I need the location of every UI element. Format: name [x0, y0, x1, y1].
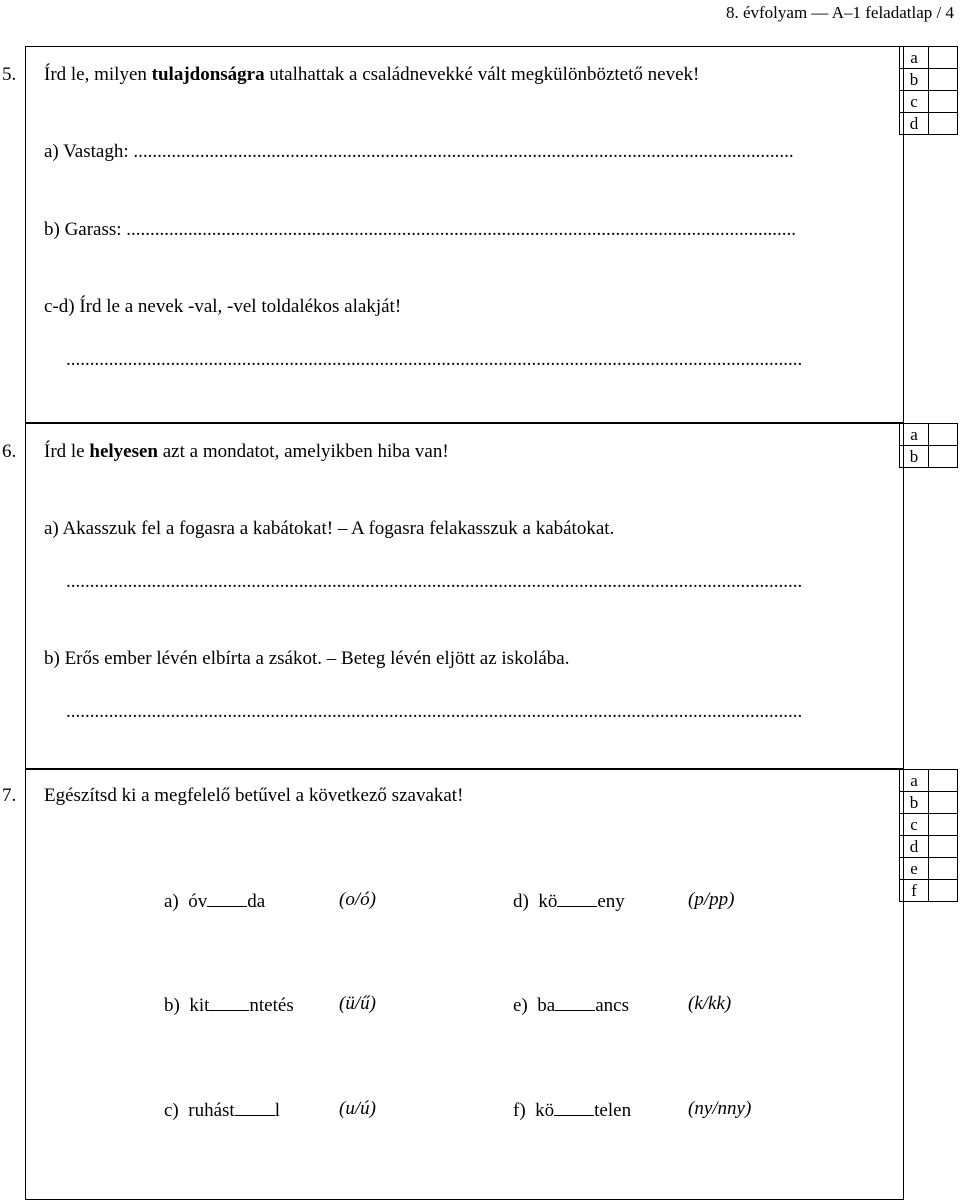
fill-in-blank[interactable]	[555, 994, 595, 1011]
item-label: b)	[164, 995, 180, 1016]
grid-label: d	[900, 113, 929, 135]
question-7-prompt: Egészítsd ki a megfelelő betűvel a következő szavakat!	[44, 785, 464, 806]
item-prefix: kö	[535, 1100, 555, 1121]
q7-item-a	[164, 890, 265, 911]
question-6-prompt	[44, 442, 449, 461]
item-label: a)	[164, 891, 179, 912]
q5-text-before: Írd le, milyen	[44, 64, 152, 85]
grid-label: a	[900, 47, 929, 69]
item-label: e)	[513, 995, 528, 1016]
fill-in-blank[interactable]	[557, 890, 597, 907]
score-cell[interactable]	[929, 424, 958, 446]
q7-item-c	[164, 1099, 280, 1120]
item-label: d)	[513, 891, 529, 912]
q5-text-after: utalhattak a családnevekké vált megkülönböztető nevek!	[264, 64, 700, 85]
item-suffix: telen	[594, 1100, 632, 1121]
item-label: f)	[513, 1100, 526, 1121]
item-suffix: eny	[597, 891, 625, 912]
item-label: c)	[164, 1100, 179, 1121]
item-suffix: ancs	[595, 995, 629, 1016]
question-6-number: 6.	[2, 441, 17, 462]
item-prefix: kit	[189, 995, 210, 1016]
option-text: (p/pp)	[688, 889, 735, 910]
q7-options-e	[688, 994, 731, 1013]
score-cell[interactable]	[929, 770, 958, 792]
q6-sentence-b: b) Erős ember lévén elbírta a zsákot. – Beteg lévén eljött az iskolába.	[44, 648, 570, 669]
question-7-box	[25, 769, 904, 1200]
option-text: (o/ó)	[339, 889, 376, 910]
q5-subprompt-cd: c-d) Írd le a nevek -val, -vel toldalékos alakját!	[44, 296, 402, 317]
q7-options-d	[688, 890, 734, 909]
q7-score-grid	[899, 769, 958, 902]
q5-text-bold: tulajdonságra	[151, 64, 265, 85]
score-cell[interactable]	[929, 858, 958, 880]
item-suffix: ntetés	[249, 995, 294, 1016]
q6-answer-b[interactable]: ...........................................................................................................................................................	[66, 702, 803, 721]
score-cell[interactable]	[929, 446, 958, 468]
item-prefix: ba	[537, 995, 556, 1016]
score-cell[interactable]	[929, 91, 958, 113]
page-header: 8. évfolyam — A–1 feladatlap / 4	[725, 3, 954, 22]
score-cell[interactable]	[929, 113, 958, 135]
grid-label: a	[900, 424, 929, 446]
grid-label: b	[900, 792, 929, 814]
item-suffix: da	[247, 891, 266, 912]
q7-item-b	[164, 994, 294, 1015]
fill-in-blank[interactable]	[235, 1099, 275, 1116]
score-cell[interactable]	[929, 880, 958, 902]
q7-item-f	[513, 1099, 631, 1120]
option-text: (u/ú)	[339, 1098, 376, 1119]
q6-text-after: azt a mondatot, amelyikben hiba van!	[157, 441, 449, 462]
q6-sentence-a: a) Akasszuk fel a fogasra a kabátokat! – A fogasra felakasszuk a kabátokat.	[44, 518, 615, 539]
fill-in-blank[interactable]	[207, 890, 247, 907]
q6-text-bold: helyesen	[89, 441, 158, 462]
score-cell[interactable]	[929, 47, 958, 69]
option-text: (k/kk)	[688, 993, 732, 1014]
item-suffix: l	[274, 1100, 280, 1121]
grid-label: e	[900, 858, 929, 880]
q6-score-grid	[899, 423, 958, 468]
q6-text-before: Írd le	[44, 441, 90, 462]
question-5-number: 5.	[2, 64, 17, 85]
q7-options-c	[339, 1099, 376, 1118]
score-cell[interactable]	[929, 69, 958, 91]
q6-answer-a[interactable]: ...........................................................................................................................................................	[66, 572, 803, 591]
fill-in-blank[interactable]	[209, 994, 249, 1011]
q5-score-grid	[899, 46, 958, 135]
grid-label: a	[900, 770, 929, 792]
grid-label: f	[900, 880, 929, 902]
grid-label: d	[900, 836, 929, 858]
score-cell[interactable]	[929, 836, 958, 858]
q5-answer-b[interactable]: b) Garass: .............................................................................................................................................	[44, 220, 797, 239]
q7-options-f	[688, 1099, 751, 1118]
item-prefix: ruhást	[188, 1100, 235, 1121]
item-prefix: óv	[188, 891, 208, 912]
question-7-number: 7.	[2, 785, 17, 806]
option-text: (ny/nny)	[688, 1098, 752, 1119]
score-cell[interactable]	[929, 792, 958, 814]
q7-options-a	[339, 890, 376, 909]
q7-item-e	[513, 994, 629, 1015]
q5-answer-cd[interactable]: ...........................................................................................................................................................	[66, 350, 803, 369]
grid-label: b	[900, 69, 929, 91]
option-text: (ü/ű)	[339, 993, 376, 1014]
grid-label: b	[900, 446, 929, 468]
q7-item-d	[513, 890, 625, 911]
question-5-prompt	[44, 65, 699, 84]
q7-options-b	[339, 994, 376, 1013]
grid-label: c	[900, 814, 929, 836]
fill-in-blank[interactable]	[554, 1099, 594, 1116]
score-cell[interactable]	[929, 814, 958, 836]
item-prefix: kö	[538, 891, 558, 912]
q5-answer-a[interactable]: a) Vastagh: ...........................................................................................................................................	[44, 142, 794, 161]
grid-label: c	[900, 91, 929, 113]
